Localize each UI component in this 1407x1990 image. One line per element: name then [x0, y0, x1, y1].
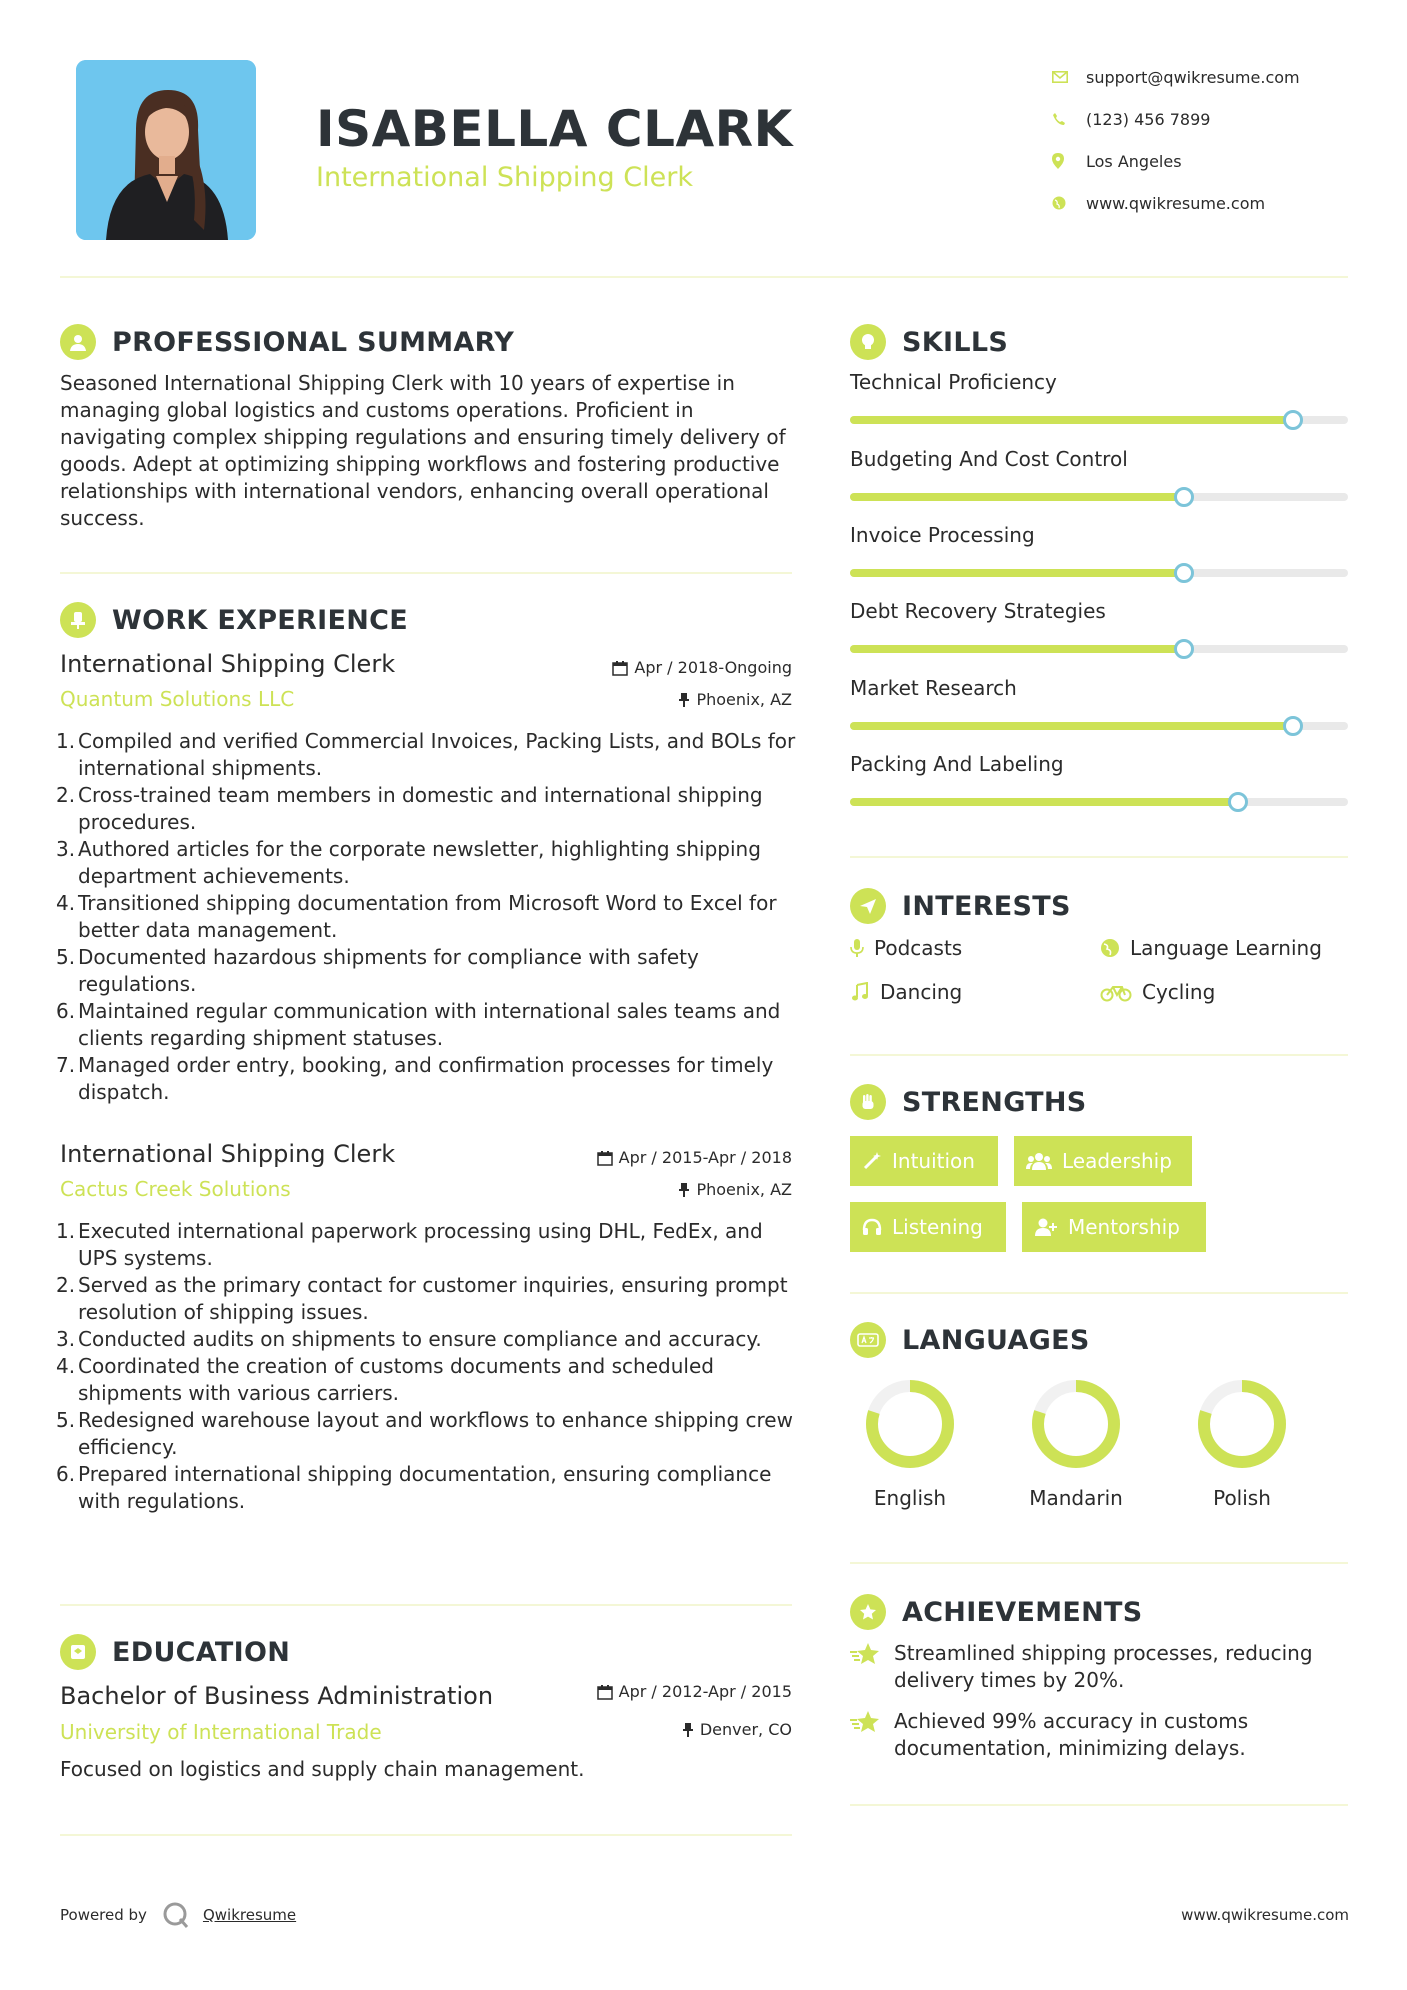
job-1-company: Quantum Solutions LLC: [60, 687, 295, 711]
footer-website[interactable]: www.qwikresume.com: [1181, 1906, 1349, 1924]
job-1-dates-text: Apr / 2018-Ongoing: [634, 658, 792, 677]
strength-label: Listening: [892, 1215, 983, 1239]
list-item: 2. Served as the primary contact for customer inquiries, ensuring prompt resolution of shipping issues.: [56, 1273, 788, 1324]
languages-heading-text: LANGUAGES: [902, 1324, 1090, 1356]
language-item: [1006, 1376, 1146, 1510]
user-plus-icon: [1034, 1217, 1058, 1237]
job-1-dates: [520, 658, 792, 677]
education-location: [520, 1720, 792, 1739]
strengths-divider: [850, 1292, 1348, 1294]
candidate-title: International Shipping Clerk: [316, 162, 693, 193]
achievements-heading-text: ACHIEVEMENTS: [902, 1596, 1143, 1628]
interest-item: [850, 980, 962, 1004]
achievement-item: [850, 1640, 1348, 1694]
interest-label: Podcasts: [874, 936, 963, 960]
skill-name: Invoice Processing: [850, 523, 1035, 547]
strength-tag: [850, 1136, 998, 1186]
skill-bar-fill: [850, 798, 1238, 806]
skill-bar-fill: [850, 416, 1293, 424]
bicycle-icon: [1100, 982, 1132, 1002]
interests-heading-text: INTERESTS: [902, 890, 1071, 922]
strength-tag: [850, 1202, 1006, 1252]
contact-website[interactable]: [1052, 182, 1382, 224]
summary-divider: [60, 572, 792, 574]
job-1-title: International Shipping Clerk: [60, 650, 396, 678]
education-school: University of International Trade: [60, 1720, 382, 1744]
skill-bar-knob: [1228, 792, 1248, 812]
skill-bar-fill: [850, 569, 1184, 577]
interest-item: [1100, 980, 1215, 1004]
languages-heading: [850, 1322, 1090, 1358]
language-name: Mandarin: [1029, 1486, 1123, 1510]
strength-label: Intuition: [892, 1149, 975, 1173]
profile-photo: [76, 60, 256, 240]
map-pin-icon: [1052, 152, 1086, 170]
education-dates-text: Apr / 2012-Apr / 2015: [618, 1682, 792, 1701]
user-icon: [60, 324, 96, 360]
list-item: 5. Redesigned warehouse layout and workflows to enhance shipping crew efficiency.: [56, 1408, 793, 1459]
graduation-icon: [60, 1634, 96, 1670]
list-item: 6. Prepared international shipping documentation, ensuring compliance with regulations.: [56, 1462, 772, 1513]
language-name: Polish: [1213, 1486, 1271, 1510]
job-1-location-text: Phoenix, AZ: [696, 690, 792, 709]
magic-wand-icon: [862, 1151, 882, 1171]
briefcase-icon: [60, 602, 96, 638]
language-name: English: [873, 1486, 947, 1510]
powered-by-text: Powered by: [60, 1906, 147, 1924]
skill-bar-fill: [850, 493, 1184, 501]
calendar-icon: [597, 1684, 613, 1700]
interest-item: [1100, 936, 1322, 960]
strength-tag: [1014, 1136, 1192, 1186]
contact-location: [1052, 140, 1382, 182]
contact-email[interactable]: [1052, 56, 1382, 98]
strength-tag: [1022, 1202, 1206, 1252]
language-item: [840, 1376, 980, 1510]
strength-label: Mentorship: [1068, 1215, 1180, 1239]
globe-icon: [1100, 938, 1120, 958]
contact-phone-text: (123) 456 7899: [1086, 109, 1211, 129]
skill-name: Budgeting And Cost Control: [850, 447, 1128, 471]
education-degree: Bachelor of Business Administration: [60, 1682, 494, 1710]
strength-label: Leadership: [1062, 1149, 1172, 1173]
education-heading-text: EDUCATION: [112, 1636, 291, 1668]
interest-label: Dancing: [880, 980, 963, 1004]
star-badge-icon: [850, 1594, 886, 1630]
skill-bar: [850, 722, 1348, 730]
interests-heading: [850, 888, 1071, 924]
language-item: [1172, 1376, 1312, 1510]
list-item: 4. Transitioned shipping documentation from Microsoft Word to Excel for better data management.: [56, 891, 777, 942]
skill-bar: [850, 416, 1348, 424]
contact-website-text: www.qwikresume.com: [1086, 193, 1266, 213]
skill-bar-fill: [850, 645, 1184, 653]
achievement-text: Achieved 99% accuracy in customs documentation, minimizing delays.: [894, 1709, 1249, 1760]
skill-bar-knob: [1283, 410, 1303, 430]
contact-phone[interactable]: [1052, 98, 1382, 140]
list-item: 5. Documented hazardous shipments for compliance with safety regulations.: [56, 945, 699, 996]
interest-label: Cycling: [1142, 980, 1216, 1004]
pin-icon: [678, 1182, 690, 1198]
job-1-location: [520, 690, 792, 709]
skill-name: Packing And Labeling: [850, 752, 1064, 776]
list-item: 6. Maintained regular communication with international sales teams and clients regarding shipment statuses.: [56, 999, 781, 1050]
interest-item: [850, 936, 962, 960]
star-icon: [850, 1642, 882, 1666]
skill-bar-knob: [1283, 716, 1303, 736]
language-icon: [850, 1322, 886, 1358]
users-icon: [1026, 1151, 1052, 1171]
summary-heading: [60, 324, 514, 360]
skill-name: Debt Recovery Strategies: [850, 599, 1106, 623]
job-2-location-text: Phoenix, AZ: [696, 1180, 792, 1199]
phone-icon: [1052, 110, 1086, 128]
language-ring: [862, 1376, 958, 1472]
music-icon: [850, 982, 870, 1002]
skills-heading-text: SKILLS: [902, 326, 1009, 358]
skill-bar-knob: [1174, 487, 1194, 507]
skill-bar-knob: [1174, 563, 1194, 583]
skill-bar: [850, 493, 1348, 501]
hand-icon: [850, 1084, 886, 1120]
education-dates: [520, 1682, 792, 1701]
pin-icon: [682, 1722, 694, 1738]
education-divider: [60, 1834, 792, 1836]
paper-plane-icon: [850, 888, 886, 924]
strengths-heading-text: STRENGTHS: [902, 1086, 1087, 1118]
achievement-item: [850, 1708, 1348, 1762]
header-divider: [60, 276, 1348, 278]
interests-divider: [850, 1054, 1348, 1056]
achievements-divider: [850, 1804, 1348, 1806]
experience-heading-text: WORK EXPERIENCE: [112, 604, 408, 636]
headphones-icon: [862, 1217, 882, 1237]
skill-bar: [850, 645, 1348, 653]
job-2-title: International Shipping Clerk: [60, 1140, 396, 1168]
strengths-heading: [850, 1084, 1087, 1120]
contact-location-text: Los Angeles: [1086, 151, 1182, 171]
list-item: 1. Executed international paperwork processing using DHL, FedEx, and UPS systems.: [56, 1219, 763, 1270]
achievements-heading: [850, 1594, 1143, 1630]
skills-heading: [850, 324, 1008, 360]
envelope-icon: [1052, 68, 1086, 86]
skills-divider: [850, 856, 1348, 858]
experience-divider: [60, 1604, 792, 1606]
experience-heading: [60, 602, 408, 638]
list-item: 1. Compiled and verified Commercial Invoices, Packing Lists, and BOLs for international shipments.: [56, 729, 796, 780]
job-2-dates: [520, 1148, 792, 1167]
skill-bar-knob: [1174, 639, 1194, 659]
education-location-text: Denver, CO: [699, 1720, 792, 1739]
summary-heading-text: PROFESSIONAL SUMMARY: [112, 326, 515, 358]
microphone-icon: [850, 938, 864, 958]
footer-powered-by: [60, 1900, 296, 1930]
qwikresume-link[interactable]: Qwikresume: [202, 1906, 297, 1924]
skill-bar-fill: [850, 722, 1293, 730]
education-description: Focused on logistics and supply chain management.: [60, 1757, 585, 1781]
list-item: 2. Cross-trained team members in domestic and international shipping procedures.: [56, 783, 763, 834]
globe-icon: [1052, 194, 1086, 212]
skill-bar: [850, 569, 1348, 577]
summary-text: Seasoned International Shipping Clerk with 10 years of expertise in managing global logistics and customs operations. Proficient in navigating complex shipping regulations and ensuring timely delivery of goods. Adept at optimizing shipping workflows and fostering productive relationships with international vendors, enhancing overall operational success.: [60, 371, 786, 530]
lightbulb-icon: [850, 324, 886, 360]
job-2-location: [520, 1180, 792, 1199]
skill-name: Market Research: [850, 676, 1017, 700]
language-ring: [1028, 1376, 1124, 1472]
languages-divider: [850, 1562, 1348, 1564]
contact-email-text: support@qwikresume.com: [1086, 67, 1300, 87]
job-2-company: Cactus Creek Solutions: [60, 1177, 291, 1201]
list-item: 7. Managed order entry, booking, and confirmation processes for timely dispatch.: [56, 1053, 774, 1104]
education-heading: [60, 1634, 290, 1670]
job-2-duties: [56, 1218, 800, 1515]
list-item: 3. Conducted audits on shipments to ensure compliance and accuracy.: [56, 1327, 762, 1351]
job-1-duties: [56, 728, 800, 1106]
list-item: 4. Coordinated the creation of customs documents and scheduled shipments with various carriers.: [56, 1354, 714, 1405]
interest-label: Language Learning: [1130, 936, 1322, 960]
list-item: 3. Authored articles for the corporate newsletter, highlighting shipping department achievements.: [56, 837, 761, 888]
achievement-text: Streamlined shipping processes, reducing delivery times by 20%.: [894, 1641, 1313, 1692]
star-icon: [850, 1710, 882, 1734]
contact-list: [1052, 56, 1382, 224]
pin-icon: [678, 692, 690, 708]
calendar-icon: [597, 1150, 613, 1166]
skill-bar: [850, 798, 1348, 806]
calendar-icon: [612, 660, 628, 676]
language-ring: [1194, 1376, 1290, 1472]
candidate-name: ISABELLA CLARK: [316, 100, 793, 158]
skill-name: Technical Proficiency: [850, 370, 1057, 394]
qwikresume-logo-icon: [161, 1900, 191, 1930]
job-2-dates-text: Apr / 2015-Apr / 2018: [618, 1148, 792, 1167]
